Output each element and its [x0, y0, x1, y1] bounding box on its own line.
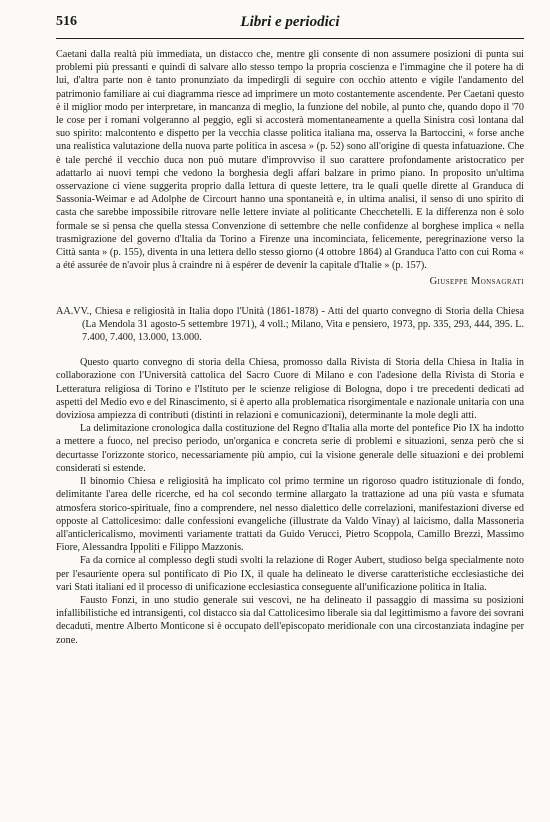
review-paragraph-2: La delimitazione cronologica dalla costituzione del Regno d'Italia alla morte del pontefice Pio IX ha indotto a mettere a fuoco, nel preciso periodo, un'organica e concreta serie di problemi e situazioni, senza però che si decurtasse l'orizzonte storico, necessariamente più ampio, cui la visione generale delle situazioni e dei problemi considerati si estende.	[56, 423, 524, 474]
running-title: Libri e periodici	[240, 14, 340, 30]
review-continuation-paragraph: Caetani dalla realtà più immediata, un distacco che, mentre gli consente di non assumere posizioni di punta sui problemi più pressanti e quindi di salvare allo stesso tempo la propria coscienza e l'immagine che il potere ha di lui, d'altra parte non è tanto pronunziato da impedirgli di seguire con occhio attento e vigile l'andamento del patrimonio familiare ai cui diagramma riesce ad imprimere un moto costantemente ascendente. Per Caetani questo è il miglior modo per interpretare, in mancanza di meglio, la funzione del nobile, al punto che, quando dopo il '70 le cose per i romani volgeranno al peggio, egli si accosterà momentaneamente a quella Sinistra così lontana dal suo spirito: malcontento e dispetto per la vecchia classe politica italiana ma, osserva la Bartoccini, « forse anche una realistica valutazione della nuova parte politica in ascesa » (p. 52) sono all'origine di questa infatuazione. Che è tale perché il vecchio duca non può mutare d'improvviso il suo carattere profondamente aristocratico per adattarlo ai nuovi tempi che vedono la borghesia degli affari balzare in primo piano. In proposito un'ultima osservazione ci viene suggerita proprio dalla lettura di queste lettere, tra le quali quelle dirette al Granduca di Sassonia-Weimar e ad Adolphe de Circourt hanno una spontaneità e, in ultima analisi, il senso di uno spirito di casta che sarebbe impossibile ritrovare nelle lettere inviate al politicante Checchetelli. E la differenza non è solo formale se si pensa che quella stessa Convenzione di settembre che nelle confidenze al borghese implica « nella trasmigrazione del governo d'Italia da Torino a Firenze una incominciata, felicemente, peregrinazione verso la Città santa » (p. 155), diventa in una lettera dello stesso giorno (4 ottobre 1864) al Granduca l'atto con cui Roma « a été assurée de n'avoir plus à craindre ni à espérer de devenir la capitale d'Italie » (p. 157).	[56, 49, 524, 272]
header-rule	[56, 38, 524, 39]
review-paragraph-1: Questo quarto convegno di storia della Chiesa, promosso dalla Rivista di Storia della Chiesa in Italia in collaborazione con l'Università cattolica del Sacro Cuore di Milano e con l'adesione della Rivista di Storia e Letteratura religiosa di Torino e l'Istituto per le scienze religiose di Bologna, dopo i tre precedenti dedicati ad aspetti del Medio evo e del Rinascimento, si è aperto alla problematica risorgimentale e nazionale unitaria con una doviziosa ampiezza di contributi (distinti in relazioni e comunicazioni), determinante la mole degli atti.	[56, 357, 524, 422]
page-number: 516	[56, 14, 77, 29]
bibliographic-citation: AA.VV., Chiesa e religiosità in Italia dopo l'Unità (1861-1878) - Atti del quarto convegno di Storia della Chiesa (La Mendola 31 agosto-5 settembre 1971), 4 voll.; Milano, Vita e pensiero, 1973, pp. 335, 293, 444, 395. L. 7.400, 7.400, 13.000, 13.000.	[56, 305, 524, 344]
review-paragraph-3: Il binomio Chiesa e religiosità ha implicato col primo termine un rigoroso quadro istituzionale di fondo, delimitante l'area delle ricerche, ed ha col secondo termine allargato la trattazione ad una più vasta e sfumata atmosfera storico-spirituale, fino a comprendere, nel nesso dialettico delle correlazioni, manifestazioni diverse ed opposte al Cattolicesimo: dalle confessioni evangeliche (illustrate da Valdo Vinay) al laicismo, dalla Massoneria all'anticlericalismo, movimenti variamente trattati da Guido Verucci, Pietro Scoppola, Camillo Brezzi, Massimo Fiore, Alessandra Ippoliti e Filippo Mazzonis.	[56, 476, 524, 554]
page-body	[56, 48, 524, 647]
review-paragraph-5: Fausto Fonzi, in uno studio generale sui vescovi, ne ha delineato il passaggio di massima su posizioni infallibilistiche ed intransigenti, col distacco sia dal Cattolicesimo liberale sia dal legittimismo a favore dei sovrani decaduti, mentre Alberto Monticone si è occupato dell'episcopato meridionale con una circostanziata indagine per zone.	[56, 594, 524, 646]
running-header	[56, 14, 524, 36]
review-paragraph-4: Fa da cornice al complesso degli studi svolti la relazione di Roger Aubert, studioso belga specialmente noto per l'esauriente opera sul pontificato di Pio IX, il quale ha delineato le diverse caratteristiche ecclesiastiche dei vari Stati italiani ed il processo di unificazione ecclesiastica conseguente all'unificazione politica in Italia.	[56, 555, 524, 593]
reviewer-signature: Giuseppe Monsagrati	[429, 276, 524, 288]
